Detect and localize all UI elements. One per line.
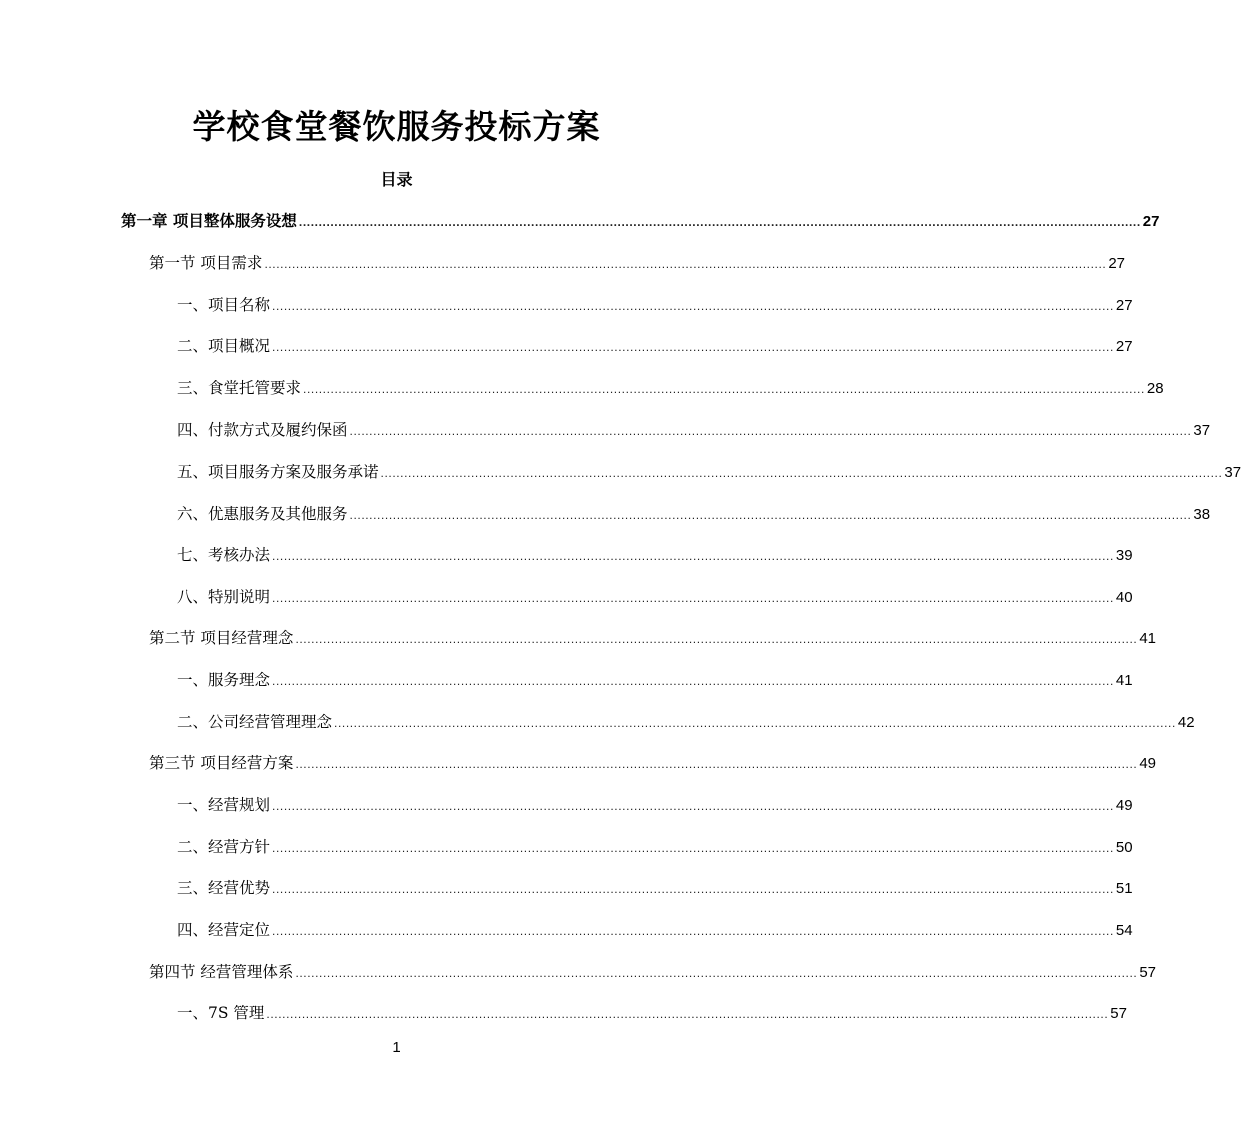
toc-leader: ...................................................................................................................................................................................................................... [272,549,1114,563]
toc-entry-page: 38 [1193,506,1211,523]
toc-entry-item[interactable] [177,793,1133,818]
toc-entry-item[interactable] [177,835,1133,860]
toc-entry-section-2[interactable] [149,626,1156,651]
toc-leader: ...................................................................................................................................................................................................................... [349,424,1192,438]
toc-leader: ...................................................................................................................................................................................................................... [266,1007,1109,1021]
toc-entry-page: 27 [1115,338,1133,355]
toc-leader: ...................................................................................................................................................................................................................... [264,257,1107,271]
toc-entry-label: 六、优惠服务及其他服务 [177,505,348,523]
toc-leader: ...................................................................................................................................................................................................................... [295,757,1138,771]
toc-leader: ...................................................................................................................................................................................................................... [272,340,1114,354]
toc-leader: ...................................................................................................................................................................................................................... [295,632,1138,646]
toc-entry-page: 39 [1115,547,1133,564]
toc-heading: 目录 [380,170,413,189]
toc-leader: ...................................................................................................................................................................................................................... [303,382,1145,396]
toc-leader: ...................................................................................................................................................................................................................... [298,215,1141,229]
document-title: 学校食堂餐饮服务投标方案 [192,107,601,146]
toc-entry-page: 57 [1139,964,1156,981]
toc-entry-label: 第四节 经营管理体系 [149,963,294,981]
toc-entry-item[interactable] [177,1001,1127,1026]
page-number: 1 [392,1039,401,1056]
toc-entry-label: 四、经营定位 [177,921,271,939]
toc-entry-item[interactable] [177,376,1164,401]
toc-entry-item[interactable] [177,293,1133,318]
toc-entry-label: 三、食堂托管要求 [177,379,302,397]
toc-entry-label: 七、考核办法 [177,546,271,564]
toc-entry-label: 二、项目概况 [177,337,271,355]
toc-entry-item[interactable] [177,502,1211,527]
toc-entry-section-1[interactable] [149,251,1125,276]
toc-entry-page: 28 [1146,380,1164,397]
toc-leader: ...................................................................................................................................................................................................................... [380,466,1223,480]
toc-entry-item[interactable] [177,918,1133,943]
toc-entry-item[interactable] [177,334,1133,359]
toc-leader: ...................................................................................................................................................................................................................... [272,799,1114,813]
toc-entry-item[interactable] [177,543,1133,568]
toc-entry-page: 57 [1110,1005,1127,1022]
toc-entry-page: 37 [1224,464,1241,481]
toc-entry-item[interactable] [177,460,1241,485]
toc-entry-page: 51 [1115,880,1133,897]
toc-leader: ...................................................................................................................................................................................................................... [334,716,1176,730]
toc-entry-label: 三、经营优势 [177,879,271,897]
toc-entry-page: 49 [1139,755,1156,772]
toc-entry-item[interactable] [177,585,1133,610]
toc-entry-label: 第三节 项目经营方案 [149,754,294,772]
toc-leader: ...................................................................................................................................................................................................................... [272,924,1114,938]
toc-entry-label: 第二节 项目经营理念 [149,629,294,647]
toc-leader: ...................................................................................................................................................................................................................... [272,882,1114,896]
toc-entry-label: 一、经营规划 [177,796,271,814]
toc-entry-label: 第一章 项目整体服务设想 [121,212,297,230]
toc-entry-page: 41 [1115,672,1133,689]
toc-entry-page: 40 [1115,589,1133,606]
toc-entry-page: 27 [1108,255,1125,272]
toc-entry-page: 54 [1115,922,1133,939]
toc-entry-page: 49 [1115,797,1133,814]
toc-entry-page: 50 [1115,839,1133,856]
toc-leader: ...................................................................................................................................................................................................................... [272,299,1114,313]
toc-entry-chapter-1[interactable] [121,209,1160,234]
toc-entry-label: 一、项目名称 [177,296,271,314]
toc-leader: ...................................................................................................................................................................................................................... [272,591,1114,605]
toc-entry-label: 五、项目服务方案及服务承诺 [177,463,379,481]
toc-entry-label: 第一节 项目需求 [149,254,263,272]
toc-entry-page: 42 [1177,714,1195,731]
toc-entry-section-3[interactable] [149,751,1156,776]
toc-leader: ...................................................................................................................................................................................................................... [349,508,1192,522]
toc-entry-label: 一、7S 管理 [177,1004,265,1022]
toc-entry-page: 41 [1139,630,1156,647]
toc-entry-label: 一、服务理念 [177,671,271,689]
toc-entry-item[interactable] [177,668,1133,693]
toc-entry-label: 四、付款方式及履约保函 [177,421,348,439]
toc-leader: ...................................................................................................................................................................................................................... [272,674,1114,688]
toc-entry-page: 27 [1142,213,1160,230]
toc-entry-page: 37 [1193,422,1211,439]
toc-entry-item[interactable] [177,876,1133,901]
toc-entry-section-4[interactable] [149,960,1156,985]
toc-entry-label: 二、公司经营管理理念 [177,713,333,731]
toc-leader: ...................................................................................................................................................................................................................... [272,841,1114,855]
toc-entry-page: 27 [1115,297,1133,314]
toc-entry-item[interactable] [177,710,1195,735]
toc-entry-label: 八、特别说明 [177,588,271,606]
toc-entry-label: 二、经营方针 [177,838,271,856]
toc-leader: ...................................................................................................................................................................................................................... [295,966,1138,980]
toc-entry-item[interactable] [177,418,1211,443]
